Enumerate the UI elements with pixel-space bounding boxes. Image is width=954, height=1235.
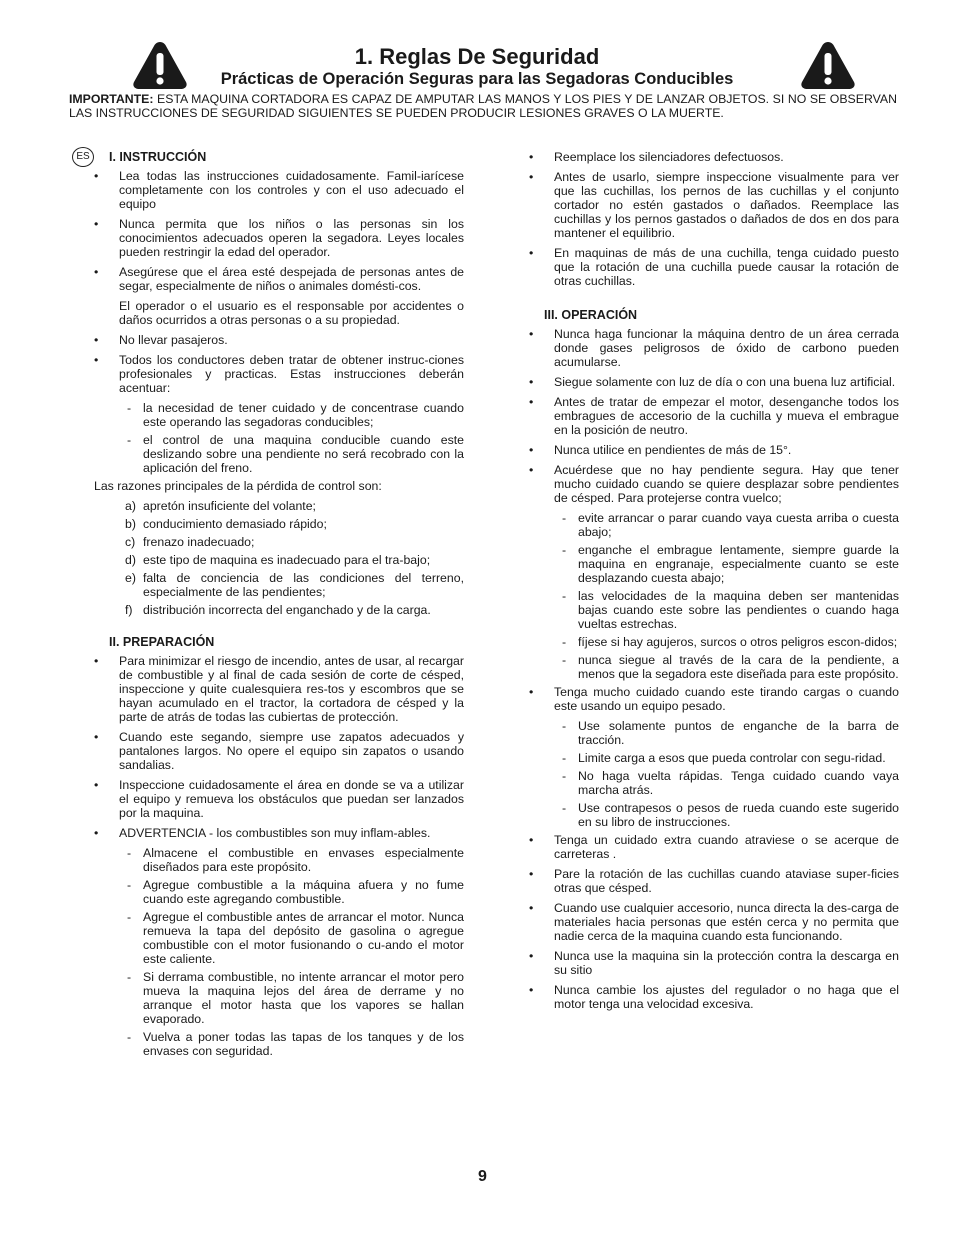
list-item: • ADVERTENCIA - los combustibles son muy inflam-ables.	[94, 826, 464, 840]
sub-item: - Agregue combustible a la máquina afuera y no fume cuando este agregando combustible.	[94, 878, 464, 906]
item-text: falta de conciencia de las condiciones del terreno, especialmente de las pendientes;	[143, 571, 464, 599]
list-item: • Nunca use la maquina sin la protección contra la descarga en su sitio	[529, 949, 899, 977]
list-item: • Reemplace los silenciadores defectuosos.	[529, 150, 899, 164]
list-item: • Cuando este segando, siempre use zapatos adecuados y pantalones largos. No opere el equipo sin zapatos o usando sandalias.	[94, 730, 464, 772]
item-letter: d)	[125, 553, 136, 567]
item-letter: f)	[125, 603, 133, 617]
lettered-item	[94, 603, 464, 617]
list-item: • No llevar pasajeros.	[94, 333, 464, 347]
sub-item: - enganche el embrague lentamente, siempre guarde la maquina en engranaje, especialmente cuanto se este desplazando cuesta abajo;	[529, 543, 899, 585]
list-item: • Siegue solamente con luz de día o con una buena luz artificial.	[529, 375, 899, 389]
list-item: • Lea todas las instrucciones cuidadosamente. Famil-iarícese completamente con los controles y con el uso adecuado el equipo	[94, 169, 464, 211]
sub-item: - el control de una maquina conducible cuando este deslizando sobre una pendiente no será recobrado con la aplicación del freno.	[94, 433, 464, 475]
sub-item: - Use contrapesos o pesos de rueda cuando este sugerido en su libro de instrucciones.	[529, 801, 899, 829]
list-item: • Tenga mucho cuidado cuando este tirando cargas o cuando este usando un equipo pesado.	[529, 685, 899, 713]
sub-item: - Almacene el combustible en envases especialmente diseñados para este propósito.	[94, 846, 464, 874]
paragraph: Las razones principales de la pérdida de control son:	[94, 479, 382, 493]
sub-item: - nunca siegue al través de la cara de la pendiente, a menos que la segadora este diseñada para este propósito.	[529, 653, 899, 681]
list-item: • Nunca haga funcionar la máquina dentro de un área cerrada donde gases peligrosos de óxido de carbono pueden acumularse.	[529, 327, 899, 369]
list-item: • Nunca utilice en pendientes de más de 15°.	[529, 443, 899, 457]
lettered-item	[94, 553, 464, 567]
sub-item: - Use solamente puntos de enganche de la barra de tracción.	[529, 719, 899, 747]
list-item: • Antes de usarlo, siempre inspeccione visualmente para ver que las cuchillas, los pernos de las cuchillas y el conjunto cortador no estén gastados o dañados. Reemplace las cuchillas y los pernos gastados o dañados de dos en dos para mantener el equilibrio.	[529, 170, 899, 240]
sub-item: - las velocidades de la maquina deben ser mantenidas bajas cuando este sobre las pendientes o cuando haga vueltas estrechas.	[529, 589, 899, 631]
item-letter: e)	[125, 571, 136, 585]
section-heading-preparacion: II. PREPARACIÓN	[109, 635, 215, 649]
item-letter: c)	[125, 535, 136, 549]
lettered-item	[94, 499, 464, 513]
item-text: conducimiento demasiado rápido;	[143, 517, 327, 531]
sub-item: - Agregue el combustible antes de arrancar el motor. Nunca remueva la tapa del depósito de gasolina o agregue combustible con el motor fusionando o cu-ando el motor este caliente.	[94, 910, 464, 966]
right-column	[529, 150, 899, 1017]
sub-item: - fíjese si hay agujeros, surcos o otros peligros escon-didos;	[529, 635, 899, 649]
language-badge: ES	[72, 147, 94, 167]
sub-item: - evite arrancar o parar cuando vaya cuesta arriba o cuesta abajo;	[529, 511, 899, 539]
important-notice	[69, 92, 897, 121]
list-paragraph: El operador o el usuario es el responsable por accidentes o daños ocurridos a otras personas o a su propiedad.	[119, 299, 464, 327]
lettered-item	[94, 517, 464, 531]
list-item: • Cuando use cualquier accesorio, nunca directa la des-carga de materiales hacia personas que estén cerca y no permita que nadie cerca de la maquina cuando esta funcionando.	[529, 901, 899, 943]
sub-item: - Vuelva a poner todas las tapas de los tanques y de los envases con seguridad.	[94, 1030, 464, 1058]
lettered-item	[94, 571, 464, 599]
sub-item: - Si derrama combustible, no intente arrancar el motor pero mueva la maquina lejos del área de derrame y no arranque el motor hasta que los vapores se hallan evaporado.	[94, 970, 464, 1026]
page-subtitle: Prácticas de Operación Seguras para las Segadoras Conducibles	[220, 70, 734, 88]
list-item: • Nunca permita que los niños o las personas sin los conocimientos adecuados operen la segadora. Leyes locales pueden restringir la edad del operador.	[94, 217, 464, 259]
important-label: IMPORTANTE:	[69, 92, 154, 106]
list-item: • Acuérdese que no hay pendiente segura. Hay que tener mucho cuidado cuando se quiere desplazar sobre pendientes de césped. Para protejerse contra vuelco;	[529, 463, 899, 505]
list-item: • Antes de tratar de empezar el motor, desenganche todos los embragues de accesorio de la cuchilla y mueva el embrague en la posición de neutro.	[529, 395, 899, 437]
list-item: • Tenga un cuidado extra cuando atraviese o se acerque de carreteras .	[529, 833, 899, 861]
item-letter: a)	[125, 499, 136, 513]
sub-item: - No haga vuelta rápidas. Tenga cuidado cuando vaya marcha atrás.	[529, 769, 899, 797]
list-item: • Pare la rotación de las cuchillas cuando ataviase super-ficies otras que césped.	[529, 867, 899, 895]
item-letter: b)	[125, 517, 136, 531]
item-text: este tipo de maquina es inadecuado para el tra-bajo;	[143, 553, 431, 567]
item-text: distribución incorrecta del enganchado y de la carga.	[143, 603, 431, 617]
page-number: 9	[478, 1168, 487, 1185]
important-text: ESTA MAQUINA CORTADORA ES CAPAZ DE AMPUTAR LAS MANOS Y LOS PIES Y DE LANZAR OBJETOS. SI NO SE OBSERVAN LAS INSTRUCCIONES DE SEGURIDAD SIGUIENTES SE PUEDEN PRODUCIR LESIONES GRAVES O LA MUERTE.	[69, 92, 897, 121]
list-item: • Nunca cambie los ajustes del regulador o no haga que el motor tenga una velocidad excesiva.	[529, 983, 899, 1011]
list-item: • Para minimizar el riesgo de incendio, antes de usar, al recargar de combustible y al final de cada sesión de corte de césped, inspeccione y quite cualesquiera res-tos y escombros que se hayan acumulado en el tractor, la cortadora de césped y la parte de atrás de todas las cubiertas de protección.	[94, 654, 464, 724]
list-item: • Inspeccione cuidadosamente el área en donde se va a utilizar el equipo y remueva los obstáculos que puedan ser lanzados por la maquina.	[94, 778, 464, 820]
list-item: • Todos los conductores deben tratar de obtener instruc-ciones profesionales y practicas. Estas instrucciones deberán acentuar:	[94, 353, 464, 395]
lettered-item	[94, 535, 464, 549]
item-text: frenazo inadecuado;	[143, 535, 255, 549]
list-item: • En maquinas de más de una cuchilla, tenga cuidado puesto que la rotación de una cuchilla puede causar la rotación de otras cuchillas.	[529, 246, 899, 288]
page-title: 1. Reglas De Seguridad	[354, 44, 600, 69]
item-text: apretón insuficiente del volante;	[143, 499, 316, 513]
section-heading-operacion: III. OPERACIÓN	[544, 308, 638, 322]
sub-item: - Limite carga a esos que pueda controlar con segu-ridad.	[529, 751, 899, 765]
section-heading-instruccion: I. INSTRUCCIÓN	[109, 150, 207, 164]
left-column	[94, 150, 464, 1062]
sub-item: - la necesidad de tener cuidado y de concentrase cuando este operando las segadoras conducibles;	[94, 401, 464, 429]
list-item: • Asegúrese que el área esté despejada de personas antes de segar, especialmente de niños o animales domésti-cos.	[94, 265, 464, 293]
